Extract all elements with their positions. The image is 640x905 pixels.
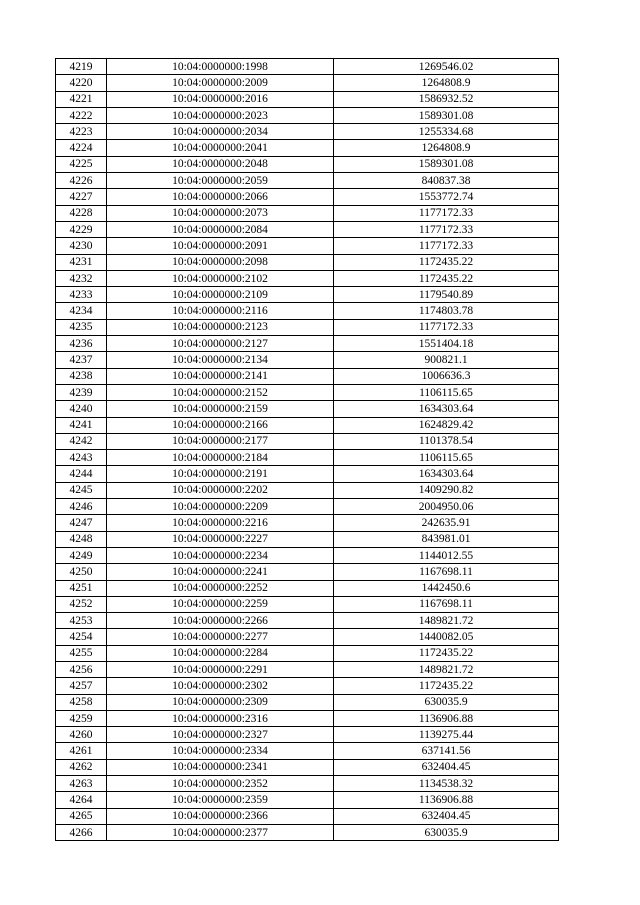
- cadastral-number-cell: 10:04:0000000:2316: [107, 710, 334, 726]
- row-number-cell: 4225: [56, 156, 107, 172]
- row-number-cell: 4224: [56, 140, 107, 156]
- cadastral-number-cell: 10:04:0000000:2141: [107, 368, 334, 384]
- table-row: [56, 580, 559, 596]
- row-number-cell: 4254: [56, 629, 107, 645]
- row-number-cell: 4232: [56, 270, 107, 286]
- cadastral-number-cell: 10:04:0000000:2159: [107, 401, 334, 417]
- cadastral-number-cell: 10:04:0000000:2016: [107, 91, 334, 107]
- value-cell: 1106115.65: [334, 384, 559, 400]
- value-cell: 1269546.02: [334, 59, 559, 75]
- table-row: [56, 303, 559, 319]
- table-row: [56, 759, 559, 775]
- value-cell: 1264808.9: [334, 140, 559, 156]
- cadastral-number-cell: 10:04:0000000:2309: [107, 694, 334, 710]
- table-row: [56, 156, 559, 172]
- table-row: [56, 564, 559, 580]
- cadastral-number-cell: 10:04:0000000:2084: [107, 221, 334, 237]
- table-row: [56, 336, 559, 352]
- cadastral-number-cell: 10:04:0000000:2284: [107, 645, 334, 661]
- value-cell: 1442450.6: [334, 580, 559, 596]
- cadastral-number-cell: 10:04:0000000:2184: [107, 450, 334, 466]
- table-row: [56, 776, 559, 792]
- cadastral-number-cell: 10:04:0000000:2048: [107, 156, 334, 172]
- row-number-cell: 4250: [56, 564, 107, 580]
- table-row: [56, 824, 559, 840]
- cadastral-number-cell: 10:04:0000000:2266: [107, 613, 334, 629]
- cadastral-number-cell: 10:04:0000000:2041: [107, 140, 334, 156]
- row-number-cell: 4248: [56, 531, 107, 547]
- cadastral-number-cell: 10:04:0000000:2152: [107, 384, 334, 400]
- cadastral-number-cell: 10:04:0000000:2191: [107, 466, 334, 482]
- value-cell: 1177172.33: [334, 319, 559, 335]
- value-cell: 1586932.52: [334, 91, 559, 107]
- value-cell: 242635.91: [334, 515, 559, 531]
- row-number-cell: 4239: [56, 384, 107, 400]
- cadastral-number-cell: 10:04:0000000:2202: [107, 482, 334, 498]
- table-row: [56, 531, 559, 547]
- table-row: [56, 515, 559, 531]
- cadastral-number-cell: 10:04:0000000:2123: [107, 319, 334, 335]
- table-row: [56, 107, 559, 123]
- value-cell: 632404.45: [334, 808, 559, 824]
- table-row: [56, 661, 559, 677]
- row-number-cell: 4243: [56, 450, 107, 466]
- row-number-cell: 4263: [56, 776, 107, 792]
- value-cell: 1144012.55: [334, 547, 559, 563]
- row-number-cell: 4231: [56, 254, 107, 270]
- table-row: [56, 499, 559, 515]
- cadastral-number-cell: 10:04:0000000:2023: [107, 107, 334, 123]
- cadastral-number-cell: 10:04:0000000:2066: [107, 189, 334, 205]
- row-number-cell: 4255: [56, 645, 107, 661]
- value-cell: 843981.01: [334, 531, 559, 547]
- table-row: [56, 287, 559, 303]
- table-row: [56, 792, 559, 808]
- table-row: [56, 596, 559, 612]
- row-number-cell: 4236: [56, 336, 107, 352]
- table-row: [56, 629, 559, 645]
- table-row: [56, 319, 559, 335]
- value-cell: 1634303.64: [334, 466, 559, 482]
- value-cell: 1589301.08: [334, 156, 559, 172]
- value-cell: 1489821.72: [334, 661, 559, 677]
- row-number-cell: 4252: [56, 596, 107, 612]
- value-cell: 1255334.68: [334, 124, 559, 140]
- row-number-cell: 4241: [56, 417, 107, 433]
- table-row: [56, 173, 559, 189]
- value-cell: 900821.1: [334, 352, 559, 368]
- value-cell: 1106115.65: [334, 450, 559, 466]
- table-row: [56, 433, 559, 449]
- value-cell: 1172435.22: [334, 678, 559, 694]
- cadastral-number-cell: 10:04:0000000:2277: [107, 629, 334, 645]
- cadastral-number-cell: 10:04:0000000:2127: [107, 336, 334, 352]
- value-cell: 1136906.88: [334, 710, 559, 726]
- table-row: [56, 401, 559, 417]
- row-number-cell: 4240: [56, 401, 107, 417]
- row-number-cell: 4219: [56, 59, 107, 75]
- value-cell: 632404.45: [334, 759, 559, 775]
- value-cell: 1624829.42: [334, 417, 559, 433]
- table-row: [56, 352, 559, 368]
- cadastral-number-cell: 10:04:0000000:2377: [107, 824, 334, 840]
- value-cell: 1440082.05: [334, 629, 559, 645]
- value-cell: 1409290.82: [334, 482, 559, 498]
- cadastral-number-cell: 10:04:0000000:2327: [107, 727, 334, 743]
- value-cell: 1264808.9: [334, 75, 559, 91]
- table-row: [56, 140, 559, 156]
- row-number-cell: 4265: [56, 808, 107, 824]
- row-number-cell: 4237: [56, 352, 107, 368]
- value-cell: 1006636.3: [334, 368, 559, 384]
- cadastral-number-cell: 10:04:0000000:2109: [107, 287, 334, 303]
- table-row: [56, 678, 559, 694]
- cadastral-number-cell: 10:04:0000000:2098: [107, 254, 334, 270]
- table-row: [56, 238, 559, 254]
- value-cell: 840837.38: [334, 173, 559, 189]
- table-row: [56, 75, 559, 91]
- row-number-cell: 4244: [56, 466, 107, 482]
- value-cell: 1167698.11: [334, 596, 559, 612]
- cadastral-number-cell: 10:04:0000000:2259: [107, 596, 334, 612]
- cadastral-number-cell: 10:04:0000000:2227: [107, 531, 334, 547]
- cadastral-number-cell: 10:04:0000000:2334: [107, 743, 334, 759]
- value-cell: 1136906.88: [334, 792, 559, 808]
- table-row: [56, 710, 559, 726]
- cadastral-number-cell: 10:04:0000000:2241: [107, 564, 334, 580]
- table-row: [56, 808, 559, 824]
- row-number-cell: 4235: [56, 319, 107, 335]
- table-row: [56, 384, 559, 400]
- cadastral-number-cell: 10:04:0000000:2352: [107, 776, 334, 792]
- cadastral-number-cell: 10:04:0000000:2166: [107, 417, 334, 433]
- cadastral-number-cell: 10:04:0000000:2291: [107, 661, 334, 677]
- table-row: [56, 547, 559, 563]
- row-number-cell: 4249: [56, 547, 107, 563]
- cadastral-number-cell: 10:04:0000000:2234: [107, 547, 334, 563]
- value-cell: 1634303.64: [334, 401, 559, 417]
- table-row: [56, 254, 559, 270]
- value-cell: 1134538.32: [334, 776, 559, 792]
- row-number-cell: 4257: [56, 678, 107, 694]
- row-number-cell: 4247: [56, 515, 107, 531]
- table-row: [56, 417, 559, 433]
- cadastral-number-cell: 10:04:0000000:2209: [107, 499, 334, 515]
- value-cell: 630035.9: [334, 694, 559, 710]
- value-cell: 1174803.78: [334, 303, 559, 319]
- row-number-cell: 4229: [56, 221, 107, 237]
- table-row: [56, 59, 559, 75]
- value-cell: 630035.9: [334, 824, 559, 840]
- table-body: [56, 59, 559, 841]
- cadastral-number-cell: 10:04:0000000:2134: [107, 352, 334, 368]
- table-row: [56, 482, 559, 498]
- cadastral-number-cell: 10:04:0000000:2059: [107, 173, 334, 189]
- row-number-cell: 4246: [56, 499, 107, 515]
- value-cell: 1177172.33: [334, 238, 559, 254]
- row-number-cell: 4260: [56, 727, 107, 743]
- row-number-cell: 4245: [56, 482, 107, 498]
- row-number-cell: 4226: [56, 173, 107, 189]
- cadastral-number-cell: 10:04:0000000:2102: [107, 270, 334, 286]
- value-cell: 1139275.44: [334, 727, 559, 743]
- row-number-cell: 4262: [56, 759, 107, 775]
- table-row: [56, 466, 559, 482]
- row-number-cell: 4223: [56, 124, 107, 140]
- row-number-cell: 4253: [56, 613, 107, 629]
- table-row: [56, 221, 559, 237]
- value-cell: 1177172.33: [334, 221, 559, 237]
- cadastral-number-cell: 10:04:0000000:2177: [107, 433, 334, 449]
- table-row: [56, 124, 559, 140]
- row-number-cell: 4222: [56, 107, 107, 123]
- cadastral-number-cell: 10:04:0000000:2216: [107, 515, 334, 531]
- table-row: [56, 450, 559, 466]
- row-number-cell: 4264: [56, 792, 107, 808]
- row-number-cell: 4261: [56, 743, 107, 759]
- cadastral-number-cell: 10:04:0000000:2091: [107, 238, 334, 254]
- row-number-cell: 4266: [56, 824, 107, 840]
- table-row: [56, 743, 559, 759]
- row-number-cell: 4242: [56, 433, 107, 449]
- cadastral-number-cell: 10:04:0000000:2034: [107, 124, 334, 140]
- table-row: [56, 645, 559, 661]
- table-row: [56, 694, 559, 710]
- table-row: [56, 205, 559, 221]
- value-cell: 1551404.18: [334, 336, 559, 352]
- value-cell: 1172435.22: [334, 254, 559, 270]
- row-number-cell: 4256: [56, 661, 107, 677]
- row-number-cell: 4230: [56, 238, 107, 254]
- table-row: [56, 189, 559, 205]
- table-row: [56, 91, 559, 107]
- row-number-cell: 4238: [56, 368, 107, 384]
- cadastral-number-cell: 10:04:0000000:2009: [107, 75, 334, 91]
- cadastral-number-cell: 10:04:0000000:2252: [107, 580, 334, 596]
- table-row: [56, 270, 559, 286]
- value-cell: 1589301.08: [334, 107, 559, 123]
- row-number-cell: 4234: [56, 303, 107, 319]
- value-cell: 1172435.22: [334, 270, 559, 286]
- value-cell: 637141.56: [334, 743, 559, 759]
- data-table: [55, 58, 559, 841]
- row-number-cell: 4233: [56, 287, 107, 303]
- cadastral-number-cell: 10:04:0000000:2073: [107, 205, 334, 221]
- table-row: [56, 727, 559, 743]
- value-cell: 1101378.54: [334, 433, 559, 449]
- row-number-cell: 4251: [56, 580, 107, 596]
- table-row: [56, 613, 559, 629]
- row-number-cell: 4259: [56, 710, 107, 726]
- cadastral-number-cell: 10:04:0000000:2366: [107, 808, 334, 824]
- value-cell: 1553772.74: [334, 189, 559, 205]
- row-number-cell: 4227: [56, 189, 107, 205]
- cadastral-number-cell: 10:04:0000000:2116: [107, 303, 334, 319]
- cadastral-number-cell: 10:04:0000000:2302: [107, 678, 334, 694]
- value-cell: 1489821.72: [334, 613, 559, 629]
- value-cell: 1167698.11: [334, 564, 559, 580]
- table-row: [56, 368, 559, 384]
- row-number-cell: 4228: [56, 205, 107, 221]
- value-cell: 1172435.22: [334, 645, 559, 661]
- cadastral-number-cell: 10:04:0000000:2341: [107, 759, 334, 775]
- value-cell: 2004950.06: [334, 499, 559, 515]
- value-cell: 1177172.33: [334, 205, 559, 221]
- value-cell: 1179540.89: [334, 287, 559, 303]
- cadastral-number-cell: 10:04:0000000:1998: [107, 59, 334, 75]
- row-number-cell: 4221: [56, 91, 107, 107]
- row-number-cell: 4258: [56, 694, 107, 710]
- cadastral-number-cell: 10:04:0000000:2359: [107, 792, 334, 808]
- row-number-cell: 4220: [56, 75, 107, 91]
